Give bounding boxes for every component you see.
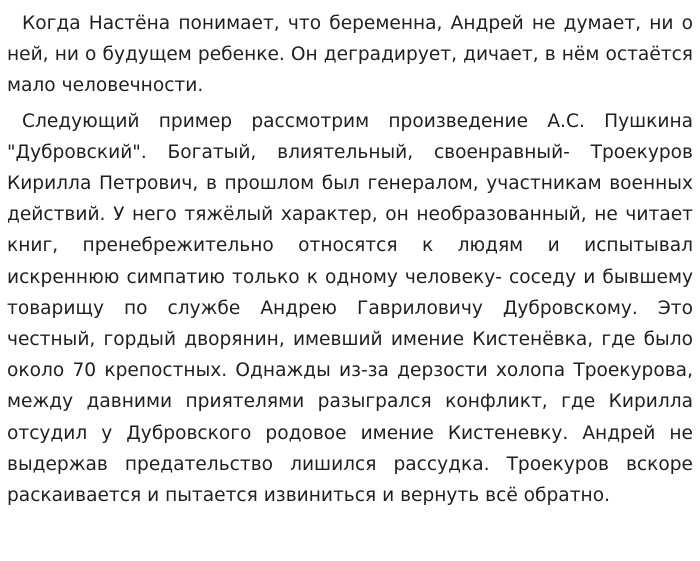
document-body xyxy=(7,8,693,515)
paragraph-nastena: Когда Настёна понимает, что беременна, Андрей не думает, ни о ней, ни о будущем ребенке. Он деградирует, дичает, в нём остаётся мало человечности. xyxy=(7,13,693,97)
paragraph-dubrovsky: Следующий пример рассмотрим произведение А.С. Пушкина "Дубровский". Богатый, влиятельный, своенравный- Троекуров Кирилла Петрович, в прошлом был генералом, участникам военных действий. У него тяжёлый характер, он необразованный, не читает книг, пренебрежительно относятся к людям и испытывал искреннюю симпатию только к одному человеку- соседу и бывшему товарищу по службе Андрею Гавриловичу Дубровскому. Это честный, гордый дворянин, имевший имение Кистенёвка, где было около 70 крепостных. Однажды из-за дерзости холопа Троекурова, между давними приятелями разыгрался конфликт, где Кирилла отсудил у Дубровского родовое имение Кистеневку. Андрей не выдержав предательство лишился рассудка. Троекуров вскоре раскаивается и пытается извиниться и вернуть всё обратно. xyxy=(7,110,693,507)
